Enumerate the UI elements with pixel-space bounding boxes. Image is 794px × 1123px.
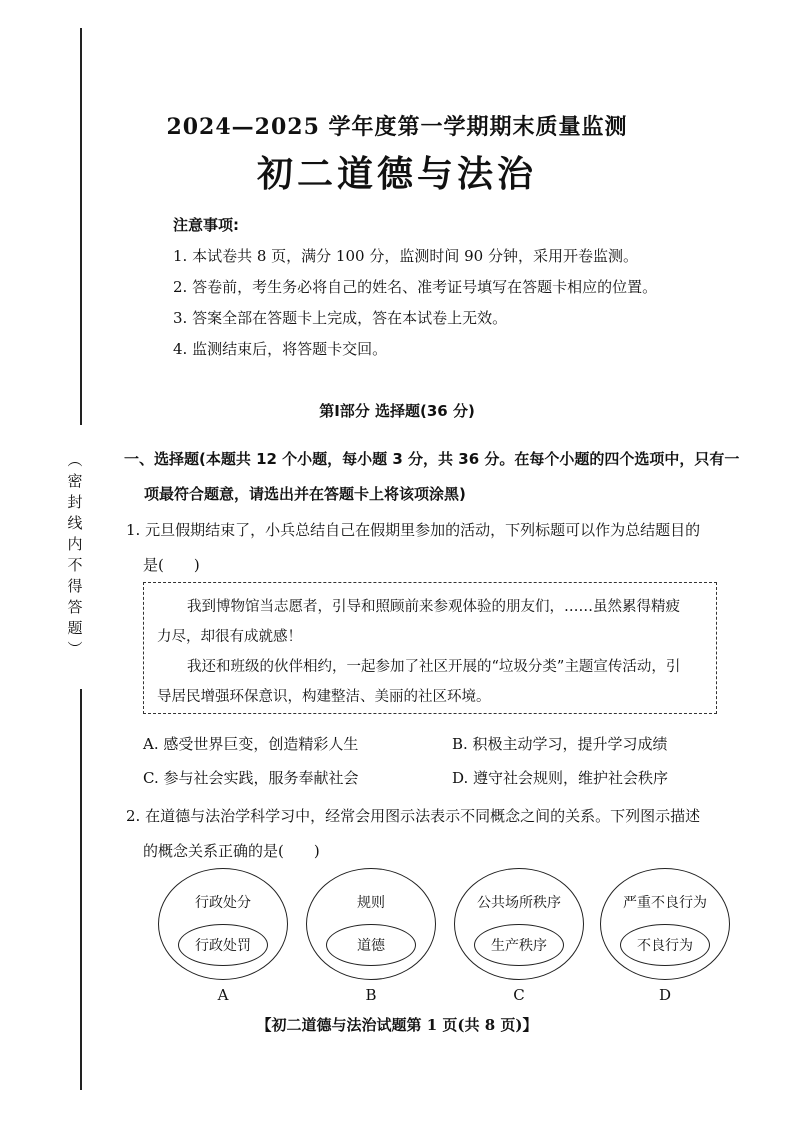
question-2-stem: 2. 在道德与法治学科学习中，经常会用图示法表示不同概念之间的关系。下列图示描述 xyxy=(126,807,701,825)
inner-concept: 行政处罚 xyxy=(195,938,251,954)
inner-concept: 道德 xyxy=(357,938,385,954)
venn-diagram-c xyxy=(454,868,584,980)
diagram-label-b: B xyxy=(365,986,377,1004)
notice-item: 2. 答卷前，考生务必将自己的姓名、准考证号填写在答题卡相应的位置。 xyxy=(173,278,658,296)
passage-line: 力尽，却很有成就感！ xyxy=(157,629,302,645)
question-1-option-d: D. 遵守社会规则，维护社会秩序 xyxy=(452,769,669,787)
notice-title: 注意事项: xyxy=(173,216,239,234)
notice-item: 3. 答案全部在答题卡上完成，答在本试卷上无效。 xyxy=(173,309,508,327)
inner-circle xyxy=(474,924,564,966)
inner-concept: 不良行为 xyxy=(637,938,693,954)
venn-diagram-d xyxy=(600,868,730,980)
question-1-option-c: C. 参与社会实践，服务奉献社会 xyxy=(143,769,359,787)
question-1-stem: 1. 元旦假期结束了，小兵总结自己在假期里参加的活动，下列标题可以作为总结题目的 xyxy=(126,521,701,539)
section-instructions-cont: 项最符合题意，请选出并在答题卡上将该项涂黑) xyxy=(144,485,466,503)
notice-item: 1. 本试卷共 8 页，满分 100 分，监测时间 90 分钟，采用开卷监测。 xyxy=(173,247,638,265)
diagram-label-c: C xyxy=(513,986,525,1004)
inner-circle xyxy=(620,924,710,966)
page-footer: 【初二道德与法治试题第 1 页(共 8 页)】 xyxy=(256,1016,538,1034)
diagram-label-d: D xyxy=(658,986,672,1004)
venn-diagram-a xyxy=(158,868,288,980)
notice-item: 4. 监测结束后，将答题卡交回。 xyxy=(173,340,388,358)
binding-note-text: （密封线内不得答题） xyxy=(65,452,84,662)
outer-concept: 行政处分 xyxy=(195,895,251,911)
binding-note xyxy=(62,425,88,689)
question-1-passage-box xyxy=(143,582,717,714)
outer-concept: 严重不良行为 xyxy=(623,895,707,911)
exam-year-title: 2024—2025 学年度第一学期期末质量监测 xyxy=(166,114,628,140)
section-instructions: 一、选择题(本题共 12 个小题，每小题 3 分，共 36 分。在每个小题的四个选项中，只有一 xyxy=(124,450,740,468)
question-2-stem-cont: 的概念关系正确的是( ) xyxy=(143,842,320,860)
inner-concept: 生产秩序 xyxy=(491,938,547,954)
exam-subject-title: 初二道德与法治 xyxy=(256,153,537,195)
inner-circle xyxy=(326,924,416,966)
part-title: 第Ⅰ部分 选择题(36 分) xyxy=(319,402,475,420)
question-1-option-b: B. 积极主动学习，提升学习成绩 xyxy=(452,735,668,753)
question-1-option-a: A. 感受世界巨变，创造精彩人生 xyxy=(143,735,359,753)
inner-circle xyxy=(178,924,268,966)
question-1-stem-cont: 是( ) xyxy=(143,556,200,574)
diagram-label-a: A xyxy=(217,986,229,1004)
outer-concept: 规则 xyxy=(357,895,385,911)
passage-line: 导居民增强环保意识，构建整洁、美丽的社区环境。 xyxy=(157,689,491,705)
passage-line: 我到博物馆当志愿者，引导和照顾前来参观体验的朋友们，……虽然累得精疲 xyxy=(187,599,680,615)
passage-line: 我还和班级的伙伴相约，一起参加了社区开展的“垃圾分类”主题宣传活动，引 xyxy=(187,659,681,675)
outer-concept: 公共场所秩序 xyxy=(477,895,561,911)
venn-diagram-b xyxy=(306,868,436,980)
